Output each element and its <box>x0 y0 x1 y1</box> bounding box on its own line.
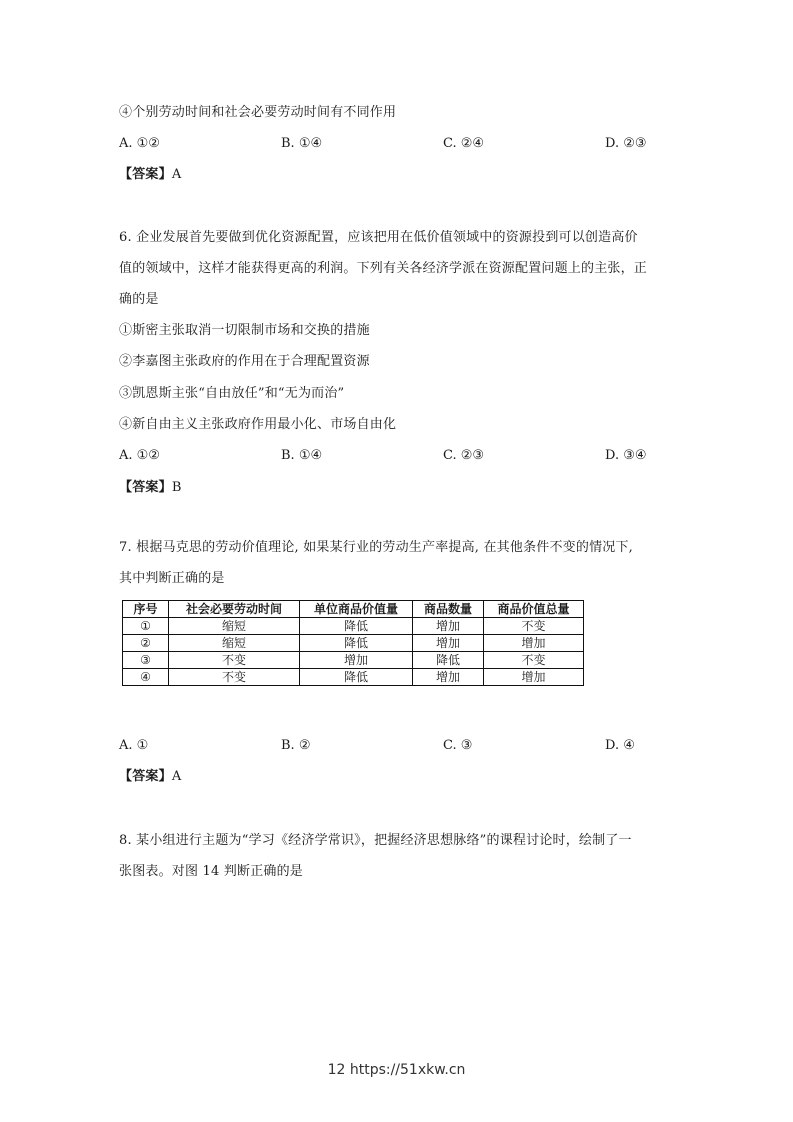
table-cell: 不变 <box>484 652 584 669</box>
q7-stem-line-2: 其中判断正确的是 <box>119 571 225 586</box>
table-cell: 增加 <box>484 635 584 652</box>
table-cell: 缩短 <box>169 618 300 635</box>
q6-item-2: ②李嘉图主张政府的作用在于合理配置资源 <box>119 354 370 369</box>
table-row <box>123 635 584 652</box>
table-cell: 缩短 <box>169 635 300 652</box>
q5-answer-label: 【答案】 <box>119 167 172 182</box>
q7-answer <box>119 768 181 786</box>
q5-option-d[interactable]: D. ②③ <box>605 136 647 151</box>
table-cell: 增加 <box>413 635 484 652</box>
q6-option-a[interactable]: A. ①② <box>119 448 160 463</box>
table-cell: ④ <box>123 669 169 686</box>
q6-item-4: ④新自由主义主张政府作用最小化、市场自由化 <box>119 417 397 432</box>
q5-option-a[interactable]: A. ①② <box>119 136 160 151</box>
q6-stem-line-3: 确的是 <box>119 292 159 307</box>
q7-options <box>119 737 679 755</box>
q7-option-a[interactable]: A. ① <box>119 738 149 753</box>
q6-option-b[interactable]: B. ①④ <box>281 448 323 463</box>
q7-header-index: 序号 <box>123 601 169 618</box>
q7-table-header-row <box>123 601 584 618</box>
q7-answer-value: A <box>171 769 182 784</box>
table-cell: 增加 <box>413 669 484 686</box>
q7-option-c[interactable]: C. ③ <box>443 738 473 753</box>
page-footer <box>0 1062 793 1078</box>
table-cell: ① <box>123 618 169 635</box>
q7-table-container <box>122 600 583 686</box>
q7-table <box>122 600 584 686</box>
q7-option-b[interactable]: B. ② <box>281 738 311 753</box>
table-cell: 降低 <box>300 618 413 635</box>
q7-answer-label: 【答案】 <box>119 769 172 784</box>
q5-answer <box>119 166 181 184</box>
table-cell: ② <box>123 635 169 652</box>
q7-header-unit-value: 单位商品价值量 <box>300 601 413 618</box>
q6-answer-label: 【答案】 <box>119 480 172 495</box>
q6-stem-line-2: 值的领域中，这样才能获得更高的利润。下列有关各经济学派在资源配置问题上的主张，正 <box>119 261 648 276</box>
q6-item-3: ③凯恩斯主张“自由放任”和“无为而治” <box>119 386 345 401</box>
table-cell: 不变 <box>169 669 300 686</box>
table-cell: 降低 <box>413 652 484 669</box>
q8-stem-line-1: 8. 某小组进行主题为“学习《经济学常识》，把握经济思想脉络”的课程讨论时，绘制了一 <box>119 833 632 848</box>
q6-answer <box>119 479 182 497</box>
table-cell: 增加 <box>413 618 484 635</box>
q5-option-b[interactable]: B. ①④ <box>281 136 323 151</box>
q5-item-4: ④个别劳动时间和社会必要劳动时间有不同作用 <box>119 105 397 120</box>
q6-option-c[interactable]: C. ②③ <box>443 448 485 463</box>
q6-item-1: ①斯密主张取消一切限制市场和交换的措施 <box>119 323 370 338</box>
table-cell: ③ <box>123 652 169 669</box>
page-number: 12 <box>327 1062 346 1078</box>
q7-header-labor-time: 社会必要劳动时间 <box>169 601 300 618</box>
table-cell: 增加 <box>484 669 584 686</box>
table-cell: 降低 <box>300 669 413 686</box>
table-cell: 降低 <box>300 635 413 652</box>
q8-stem-line-2: 张图表。对图 14 判断正确的是 <box>119 864 304 879</box>
q7-option-d[interactable]: D. ④ <box>605 738 635 753</box>
site-link[interactable]: https://51xkw.cn <box>349 1062 466 1078</box>
q7-header-quantity: 商品数量 <box>413 601 484 618</box>
q7-header-total-value: 商品价值总量 <box>484 601 584 618</box>
q6-options <box>119 447 679 465</box>
q7-stem-line-1: 7. 根据马克思的劳动价值理论, 如果某行业的劳动生产率提高, 在其他条件不变的情况下, <box>119 540 633 555</box>
table-cell: 增加 <box>300 652 413 669</box>
table-row <box>123 652 584 669</box>
q6-option-d[interactable]: D. ③④ <box>605 448 647 463</box>
table-cell: 不变 <box>169 652 300 669</box>
q5-option-c[interactable]: C. ②④ <box>443 136 485 151</box>
q6-stem-line-1: 6. 企业发展首先要做到优化资源配置，应该把用在低价值领域中的资源投到可以创造高价 <box>119 230 638 245</box>
table-cell: 不变 <box>484 618 584 635</box>
q5-options <box>119 135 679 153</box>
table-row <box>123 618 584 635</box>
q6-answer-value: B <box>171 480 182 495</box>
q5-answer-value: A <box>171 167 182 182</box>
table-row <box>123 669 584 686</box>
